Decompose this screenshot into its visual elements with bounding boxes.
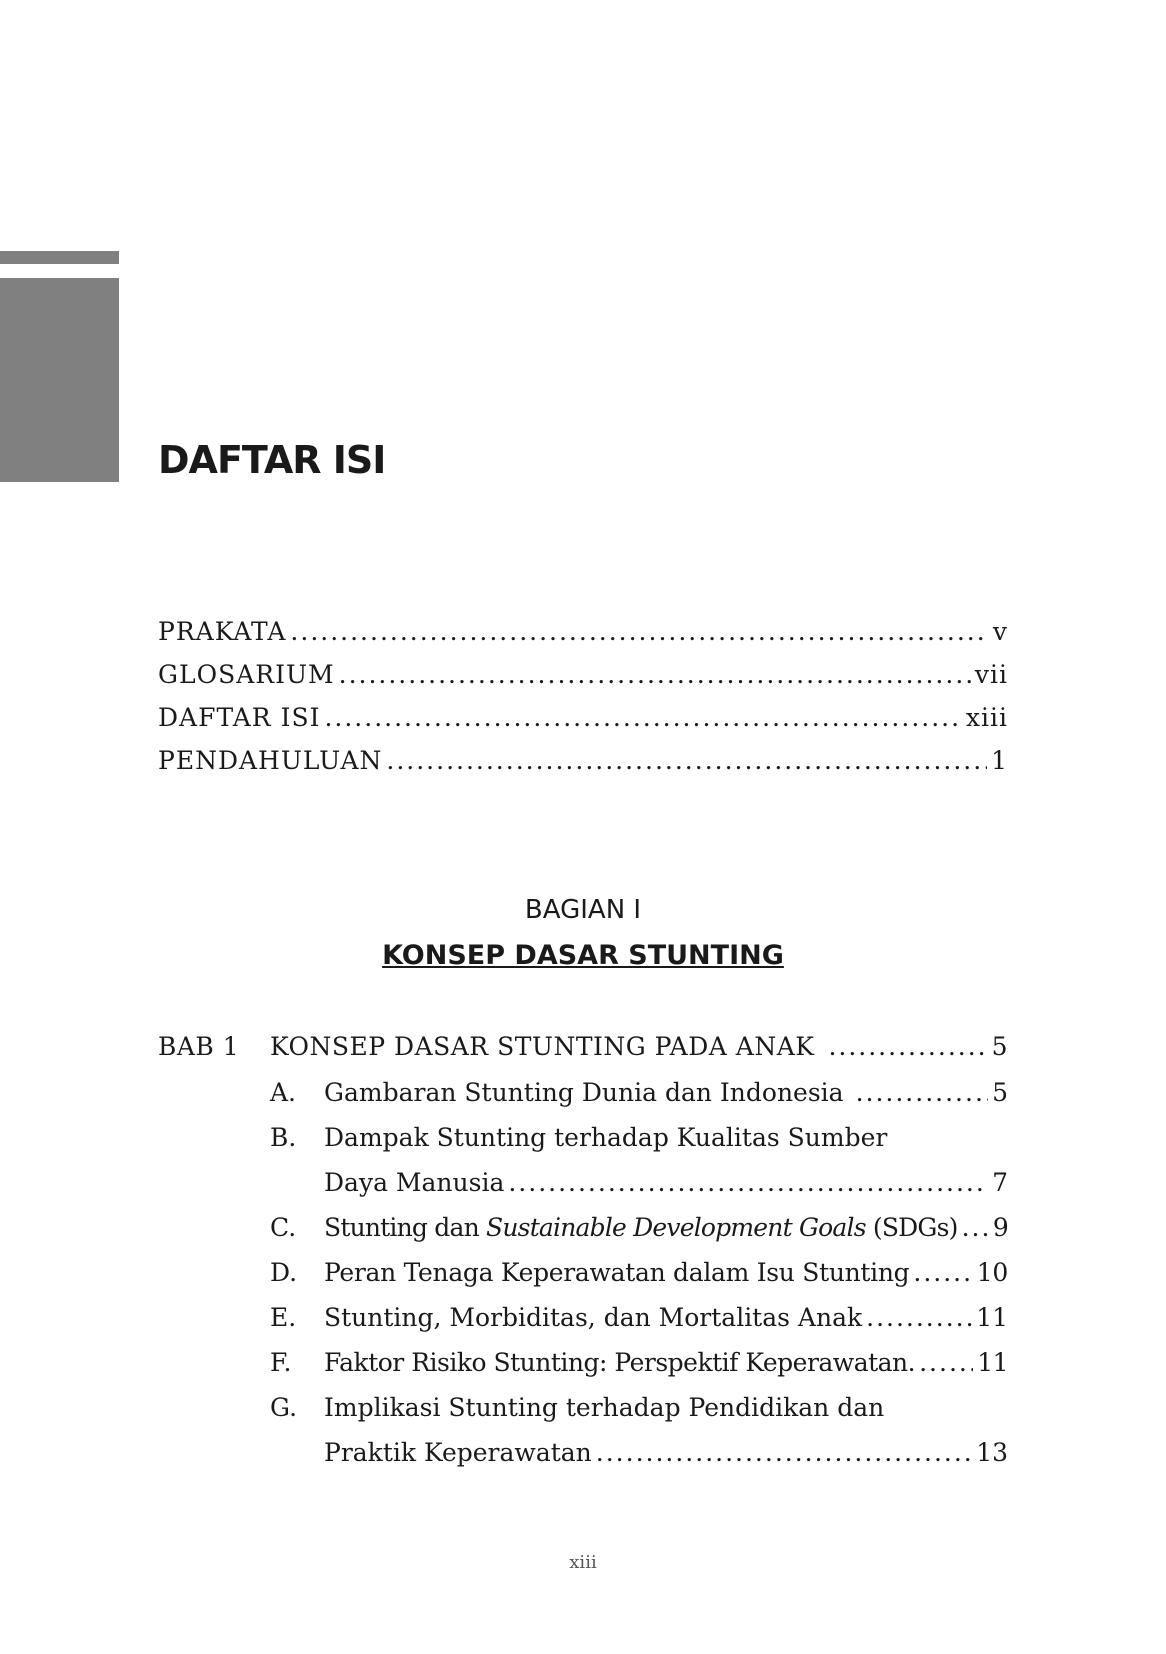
section-title-line: Dampak Stunting terhadap Kualitas Sumber — [324, 1123, 888, 1152]
toc-label: PRAKATA — [158, 617, 287, 646]
section-letter: E. — [270, 1303, 297, 1332]
page-title: DAFTAR ISI — [158, 438, 386, 482]
toc-page: 11 — [977, 1348, 1008, 1377]
toc-label: GLOSARIUM — [158, 660, 335, 689]
toc-label: DAFTAR ISI — [158, 703, 321, 732]
section-letter: A. — [270, 1078, 297, 1107]
section-title: Praktik Keperawatan — [324, 1438, 592, 1467]
section-letter: D. — [270, 1258, 298, 1287]
toc-label: PENDAHULUAN — [158, 746, 383, 775]
chapter-entry[interactable] — [158, 1032, 1008, 1061]
toc-page: 13 — [976, 1438, 1008, 1467]
section-title: Faktor Risiko Stunting: Perspektif Keperawatan. — [324, 1348, 916, 1377]
dot-leader — [386, 746, 987, 775]
section-letter: C. — [270, 1213, 297, 1242]
section-letter: B. — [270, 1123, 297, 1152]
section-letter: F. — [270, 1348, 292, 1377]
toc-page: 11 — [976, 1303, 1008, 1332]
section-entry[interactable] — [324, 1348, 1008, 1377]
dot-leader — [339, 660, 971, 689]
dot-leader — [508, 1168, 988, 1197]
section-entry[interactable] — [324, 1303, 1008, 1332]
toc-page: 10 — [976, 1258, 1008, 1287]
toc-entry[interactable] — [158, 746, 1008, 775]
section-entry[interactable] — [324, 1078, 1008, 1107]
section-title — [324, 1213, 958, 1242]
dot-leader — [919, 1348, 973, 1377]
dot-leader — [828, 1032, 987, 1061]
chapter-title: KONSEP DASAR STUNTING PADA ANAK — [270, 1032, 815, 1061]
toc-page: xiii — [965, 703, 1008, 732]
toc-page: 7 — [992, 1168, 1008, 1197]
decorative-bar-top — [0, 251, 119, 264]
part-label: BAGIAN I — [524, 895, 642, 925]
part-title: KONSEP DASAR STUNTING — [382, 940, 784, 971]
dot-leader — [913, 1258, 972, 1287]
dot-leader — [962, 1213, 989, 1242]
section-letter: G. — [270, 1393, 298, 1422]
toc-page: 1 — [991, 746, 1008, 775]
toc-page: vii — [974, 660, 1008, 689]
toc-page: v — [992, 617, 1008, 646]
page-number: xiii — [569, 1552, 597, 1573]
section-entry[interactable] — [324, 1258, 1008, 1287]
section-title-line: Implikasi Stunting terhadap Pendidikan dan — [324, 1393, 885, 1422]
toc-page: 9 — [992, 1213, 1008, 1242]
dot-leader — [866, 1303, 972, 1332]
section-entry[interactable] — [324, 1213, 1008, 1242]
decorative-bar-block — [0, 278, 119, 482]
section-entry[interactable] — [324, 1438, 1008, 1467]
dot-leader — [324, 703, 961, 732]
section-title: Peran Tenaga Keperawatan dalam Isu Stunting — [324, 1258, 910, 1287]
toc-page: 5 — [991, 1032, 1008, 1061]
section-title: Stunting, Morbiditas, dan Mortalitas Anak — [324, 1303, 863, 1332]
toc-entry[interactable] — [158, 660, 1008, 689]
part-title-wrap — [0, 940, 1166, 971]
title-text: (SDGs) — [865, 1213, 958, 1242]
section-title: Gambaran Stunting Dunia dan Indonesia — [324, 1078, 844, 1107]
section-entry[interactable] — [324, 1168, 1008, 1197]
section-title: Daya Manusia — [324, 1168, 505, 1197]
toc-entry[interactable] — [158, 617, 1008, 646]
chapter-number: BAB 1 — [158, 1032, 240, 1061]
dot-leader — [856, 1078, 989, 1107]
toc-entry[interactable] — [158, 703, 1008, 732]
dot-leader — [290, 617, 988, 646]
title-text: Stunting dan — [324, 1213, 487, 1242]
toc-page: 5 — [992, 1078, 1008, 1107]
title-italic: Sustainable Development Goals — [486, 1213, 866, 1242]
dot-leader — [596, 1438, 972, 1467]
